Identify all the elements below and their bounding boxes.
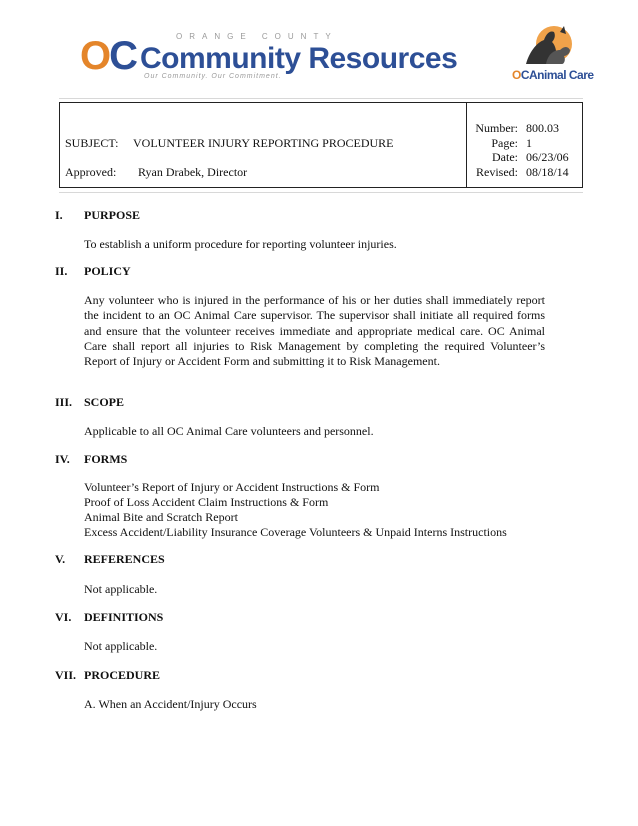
form-item: Animal Bite and Scratch Report: [84, 510, 238, 524]
logo-title: Community Resources: [140, 42, 458, 75]
meta-date: Date: 06/23/06: [492, 150, 569, 164]
header-rule-bottom: [59, 192, 583, 193]
section-title-definitions: DEFINITIONS: [84, 610, 164, 624]
form-item: Excess Accident/Liability Insurance Coverage Volunteers & Unpaid Interns Instructions: [84, 525, 507, 539]
scope-text: Applicable to all OC Animal Care volunteers and personnel.: [84, 424, 374, 438]
policy-text: Any volunteer who is injured in the performance of his or her duties shall immediately report the incident to an OC Animal Care supervisor. The supervisor shall initiate all required forms and ensure that the volunteer receives immediate and appropriate medical care. OC Animal Care shall report all injuries to Risk Management by completing the required Volunteer’s Report of Injury or Accident Form and submitting it to Risk Management.: [84, 293, 545, 369]
references-text: Not applicable.: [84, 582, 158, 596]
section-number: III.: [55, 395, 73, 409]
section-number: VII.: [55, 668, 77, 682]
section-number: V.: [55, 552, 66, 566]
oc-logo-mark: OC: [80, 34, 137, 78]
logo-tagline: Our Community. Our Commitment.: [144, 73, 282, 80]
form-item: Proof of Loss Accident Claim Instructions & Form: [84, 495, 329, 509]
section-number: IV.: [55, 452, 70, 466]
section-title-purpose: PURPOSE: [84, 208, 141, 222]
approved-value: Ryan Drabek, Director: [138, 165, 248, 179]
meta-page: Page: 1: [491, 136, 532, 150]
animal-care-text: OCAnimal Care: [512, 68, 594, 82]
section-title-procedure: PROCEDURE: [84, 668, 161, 682]
definitions-text: Not applicable.: [84, 639, 158, 653]
purpose-text: To establish a uniform procedure for reporting volunteer injuries.: [84, 237, 397, 251]
animal-silhouette-icon: [520, 24, 574, 70]
form-item: Volunteer’s Report of Injury or Accident Instructions & Form: [84, 480, 380, 494]
subject-label: SUBJECT:: [65, 136, 119, 150]
approved-label: Approved:: [65, 165, 117, 179]
section-number: I.: [55, 208, 63, 222]
section-number: II.: [55, 264, 68, 278]
section-title-policy: POLICY: [84, 264, 131, 278]
section-title-scope: SCOPE: [84, 395, 125, 409]
meta-revised: Revised: 08/18/14: [476, 165, 569, 179]
section-title-forms: FORMS: [84, 452, 128, 466]
section-number: VI.: [55, 610, 72, 624]
animal-care-logo: [506, 24, 594, 88]
section-title-references: REFERENCES: [84, 552, 165, 566]
subject-value: VOLUNTEER INJURY REPORTING PROCEDURE: [133, 136, 394, 150]
community-resources-logo: [80, 30, 475, 85]
meta-number: Number: 800.03: [475, 121, 559, 135]
procedure-subheading: A. When an Accident/Injury Occurs: [84, 697, 257, 711]
logo-county-text: ORANGE COUNTY: [176, 32, 338, 41]
header-rule-top: [59, 98, 583, 99]
